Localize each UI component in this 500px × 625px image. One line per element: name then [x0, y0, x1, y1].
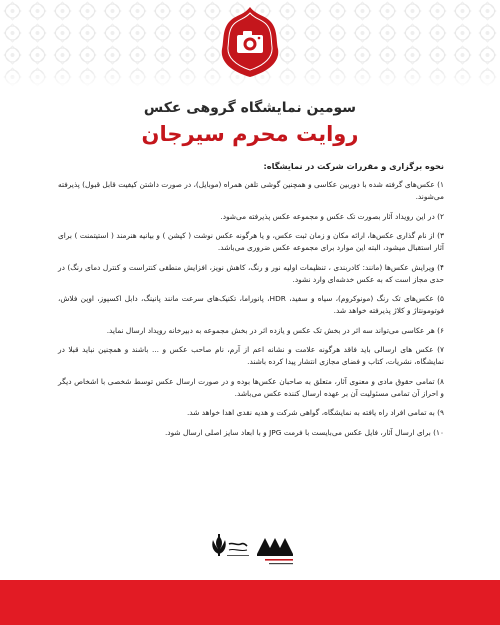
- rule-item: ۹) به تمامی افراد راه یافته به نمایشگاه، گواهی شرکت و هدیه نقدی اهدا خواهد شد.: [186, 408, 444, 417]
- footer-band: [0, 580, 500, 625]
- rule-item: ۴) ویرایش عکس‌ها (مانند: کادربندی ، تنظیمات اولیه نور و رنگ، کاهش نویز، افزایش منطقی کنتراست و کنترل دمای رنگ) در حدی مجاز است که به عکس خدشه‌ای وارد نشود.: [58, 262, 444, 284]
- rules-section: [58, 160, 444, 446]
- rule-item: ۶) هر عکاسی می‌تواند سه اثر در بخش تک عکس و یازده اثر در بخش مجموعه به دبیرخانه رویداد ارسال نماید.: [106, 325, 444, 335]
- rule-item: ۸) تمامی حقوق مادی و معنوی آثار، متعلق به صاحبان عکس‌ها بوده و در صورت ارسال عکس توسط شخصی با اشخاص دیگر و احراز آن تمامی مسئولیت آن بر عهده ارسال کننده عکس می‌باشد.: [58, 376, 444, 398]
- rule-item: ۵) عکس‌های تک رنگ (مونوکروم)، سیاه و سفید، HDR، پانوراما، تکنیک‌های سرعت مانند پانینگ، دابل اکسپوز، اوپن فلاش، فوتومونتاژ و کلاژ پذیرفته خواهد شد.: [58, 294, 444, 315]
- rule-item: ۲) در این رویداد آثار بصورت تک عکس و مجموعه عکس پذیرفته می‌شود.: [220, 211, 444, 221]
- rule-item: ۱) عکس‌های گرفته شده با دوربین عکاسی و همچنین گوشی تلفن همراه (موبایل)، در صورت داشتن کیفیت قابل قبول) پذیرفته می‌شوند.: [58, 180, 444, 201]
- exhibition-name: روایت محرم سیرجان: [141, 122, 359, 146]
- iran-emblem-logo-icon: [212, 534, 249, 556]
- rules-heading: نحوه برگزاری و مقررات شرکت در نمایشگاه:: [263, 161, 444, 171]
- page-title: سومین نمایشگاه گروهی عکس: [143, 100, 357, 116]
- red-camera-emblem-icon: [220, 5, 280, 79]
- organization-logo-icon: [257, 538, 293, 564]
- rule-item: ۳) از نام گذاری عکس‌ها، ارائه مکان و زمان ثبت عکس، و یا هرگونه عکس نوشت ( کپشن ) و بیانیه هنرمند ( استیتمنت ) برای آثار استقبال میشود، البته این موارد برای مجموعه عکس ضروری می‌باشد.: [58, 231, 444, 252]
- rule-item: ۱۰) برای ارسال آثار، فایل عکس می‌بایست با فرمت JPG و با ابعاد سایز اصلی ارسال شود.: [164, 427, 444, 437]
- sponsor-logos: [205, 532, 305, 574]
- rule-item: ۷) عکس های ارسالی باید فاقد هرگونه علامت و نشانه اعم از آرم، نام صاحب عکس و ... باشند و همچنین نباید قبلا در نمایشگاه، نشریات، کتاب و فضای مجازی انتشار پیدا کرده باشند.: [58, 345, 444, 366]
